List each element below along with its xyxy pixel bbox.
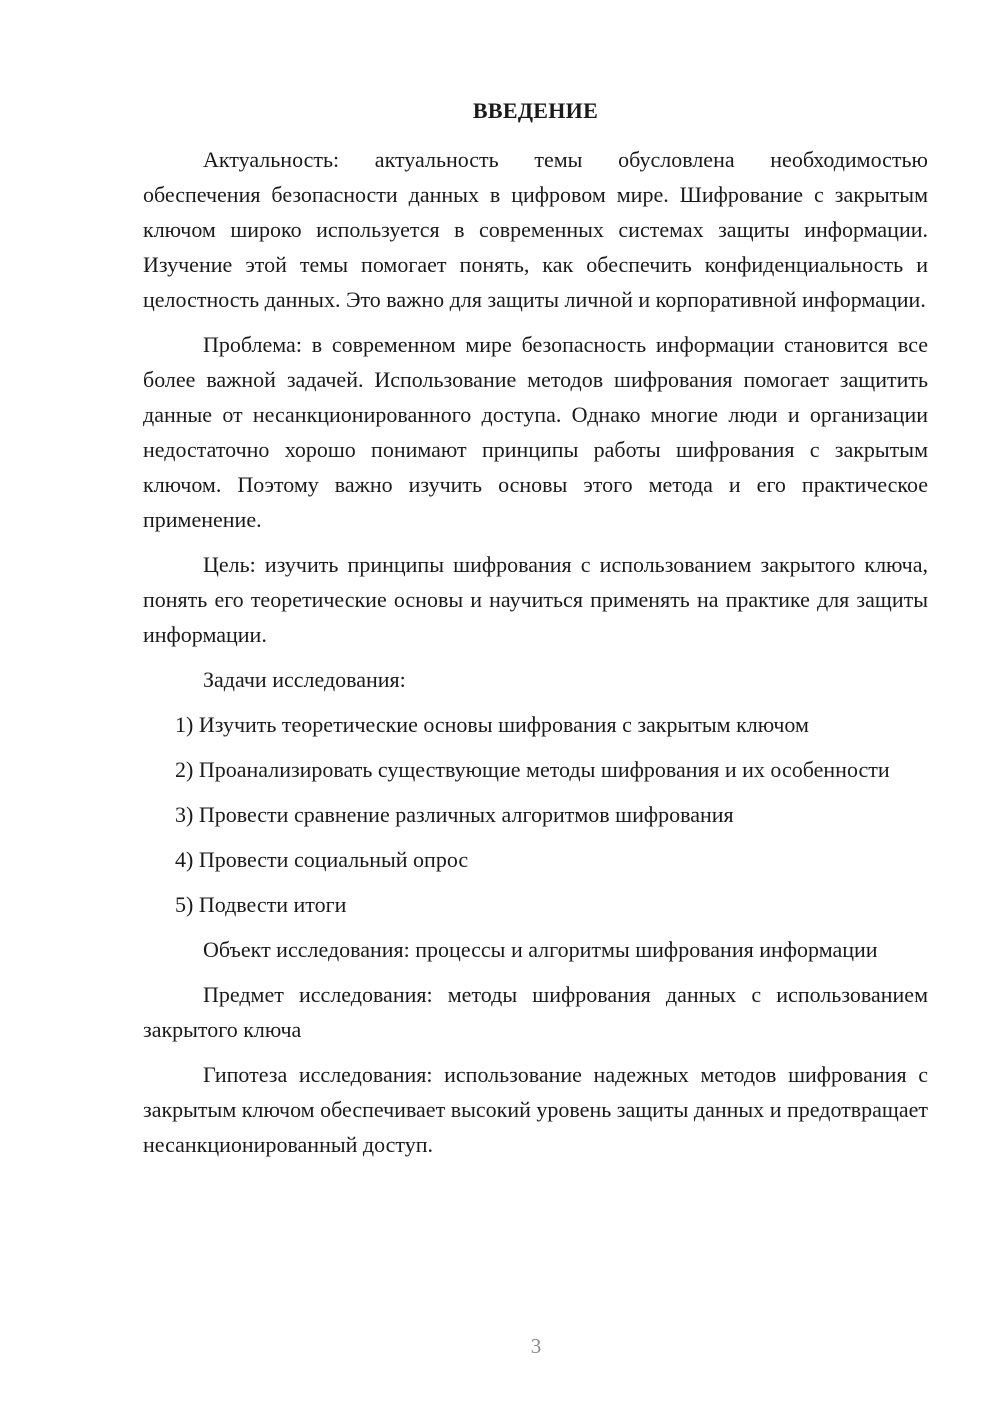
task-item-5: 5) Подвести итоги (175, 892, 347, 917)
document-body (143, 142, 928, 1172)
page-title: ВВЕДЕНИЕ (472, 98, 599, 123)
paragraph-relevance: Актуальность: актуальность темы обусловлена необходимостью обеспечения безопасности данных в цифровом мире. Шифрование с закрытым ключом широко используется в современных системах защиты информации. Изучение этой темы помогает понять, как обеспечить конфиденциальность и целостность данных. Это важно для защиты личной и корпоративной информации. (143, 147, 928, 312)
page-number: 3 (530, 1334, 542, 1358)
paragraph-object: Объект исследования: процессы и алгоритмы шифрования информации (203, 937, 878, 962)
paragraph-hypothesis: Гипотеза исследования: использование надежных методов шифрования с закрытым ключом обеспечивает высокий уровень защиты данных и предотвращает несанкционированный доступ. (143, 1062, 928, 1157)
task-item-3: 3) Провести сравнение различных алгоритмов шифрования (175, 802, 734, 827)
paragraph-goal: Цель: изучить принципы шифрования с использованием закрытого ключа, понять его теоретические основы и научиться применять на практике для защиты информации. (143, 552, 928, 647)
tasks-heading: Задачи исследования: (203, 667, 406, 692)
task-item-1: 1) Изучить теоретические основы шифрования с закрытым ключом (175, 712, 809, 737)
task-item-4: 4) Провести социальный опрос (175, 847, 469, 872)
paragraph-problem: Проблема: в современном мире безопасность информации становится все более важной задачей. Использование методов шифрования помогает защитить данные от несанкционированного доступа. Однако многие люди и организации недостаточно хорошо понимают принципы работы шифрования с закрытым ключом. Поэтому важно изучить основы этого метода и его практическое применение. (143, 332, 928, 532)
paragraph-subject: Предмет исследования: методы шифрования данных с использованием закрытого ключа (143, 982, 928, 1042)
task-item-2: 2) Проанализировать существующие методы шифрования и их особенности (175, 757, 890, 782)
